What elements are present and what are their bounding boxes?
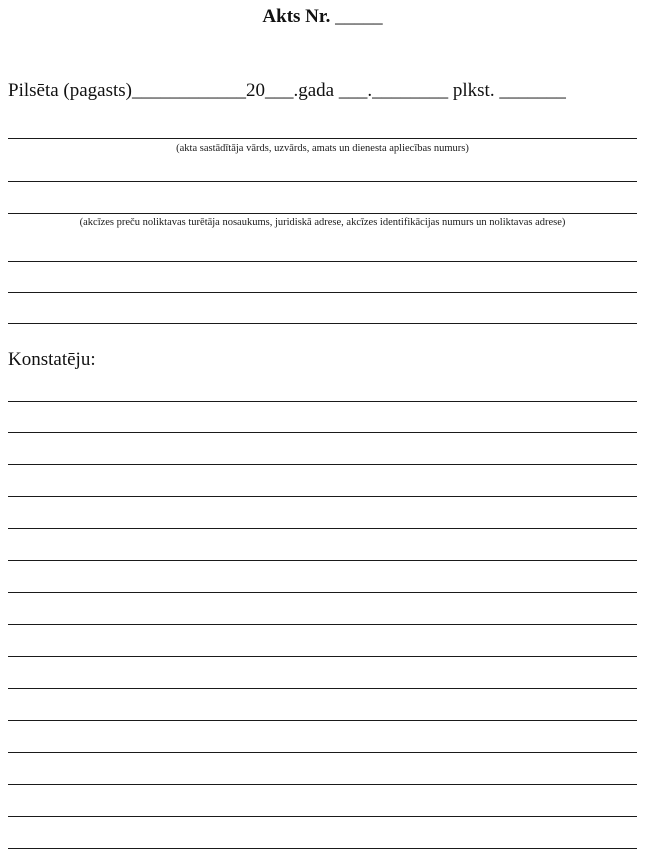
findings-line[interactable] [8, 560, 637, 561]
findings-line[interactable] [8, 688, 637, 689]
findings-line[interactable] [8, 848, 637, 849]
place-date-time-line[interactable]: Pilsēta (pagasts)____________20___.gada ___.________ plkst. _______ [8, 80, 566, 101]
warehouse-caption: (akcīzes preču noliktavas turētāja nosaukums, juridiskā adrese, akcīzes identifikācijas numurs un noliktavas adrese) [79, 217, 566, 228]
findings-line[interactable] [8, 496, 637, 497]
findings-line[interactable] [8, 401, 637, 402]
findings-line[interactable] [8, 464, 637, 465]
fill-line[interactable] [8, 138, 637, 139]
fill-line[interactable] [8, 261, 637, 262]
fill-line[interactable] [8, 213, 637, 214]
page-title [0, 6, 645, 28]
findings-line[interactable] [8, 816, 637, 817]
findings-line[interactable] [8, 432, 637, 433]
findings-line[interactable] [8, 592, 637, 593]
officer-caption: (akta sastādītāja vārds, uzvārds, amats un dienesta apliecības numurs) [176, 143, 469, 154]
findings-line[interactable] [8, 528, 637, 529]
title-label: Akts Nr. [262, 6, 331, 27]
findings-line[interactable] [8, 624, 637, 625]
findings-label: Konstatēju: [8, 349, 96, 370]
fill-line[interactable] [8, 323, 637, 324]
fill-line[interactable] [8, 292, 637, 293]
findings-line[interactable] [8, 656, 637, 657]
findings-line[interactable] [8, 752, 637, 753]
findings-line[interactable] [8, 720, 637, 721]
fill-line[interactable] [8, 181, 637, 182]
act-number-blank[interactable]: _____ [335, 6, 383, 27]
findings-line[interactable] [8, 784, 637, 785]
